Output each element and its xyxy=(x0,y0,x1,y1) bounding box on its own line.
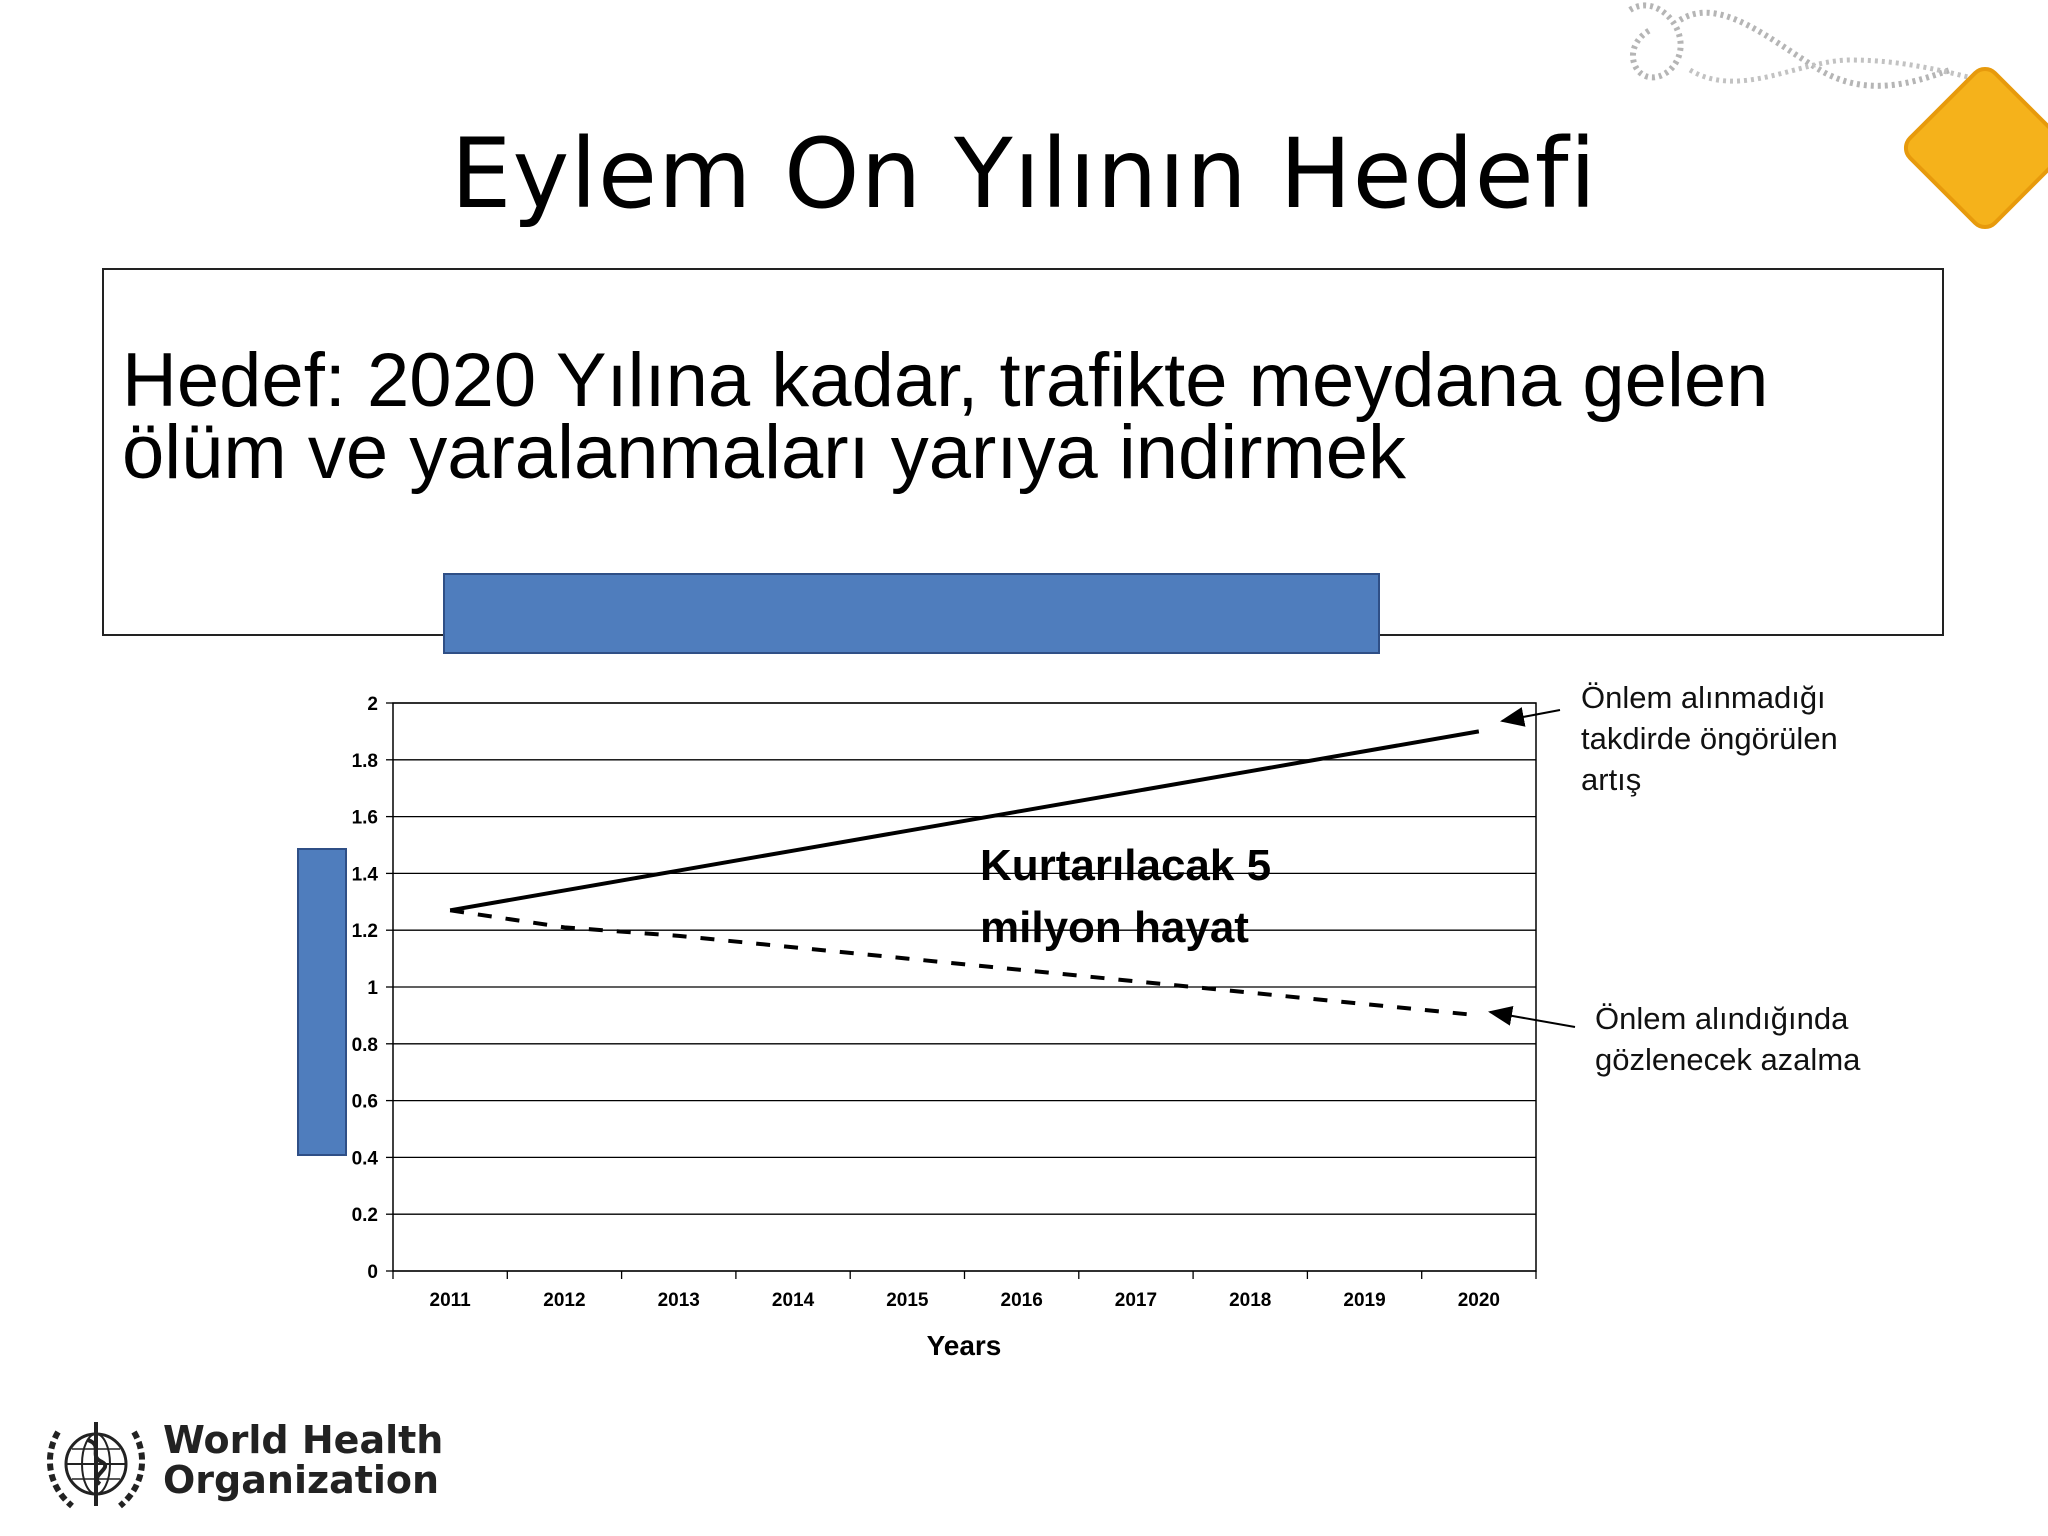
x-tick-label: 2012 xyxy=(543,1290,586,1311)
who-wordmark xyxy=(163,1420,443,1500)
y-tick-label: 0.2 xyxy=(351,1205,378,1227)
lower-annotation-arrow xyxy=(1490,1012,1575,1027)
y-tick-label: 1.8 xyxy=(351,750,378,772)
x-tick-label: 2018 xyxy=(1229,1290,1272,1311)
lower-annotation-line-1: Önlem alındığında xyxy=(1595,1001,1849,1036)
x-tick-label: 2013 xyxy=(657,1290,700,1311)
y-tick-label: 1.4 xyxy=(351,864,378,886)
y-tick-label: 1.2 xyxy=(351,921,378,943)
upper-annotation-line-2: takdirde öngörülen xyxy=(1581,721,1838,756)
x-axis-title: Years xyxy=(926,1330,1002,1361)
y-tick-label: 0.4 xyxy=(351,1148,378,1170)
upper-annotation-arrow xyxy=(1502,710,1560,721)
x-tick-label: 2014 xyxy=(771,1290,815,1311)
y-tick-label: 0.8 xyxy=(351,1034,378,1056)
who-name-line-2: Organization xyxy=(163,1458,440,1502)
y-axis-ticks xyxy=(352,694,393,1283)
goal-line-2: ölüm ve yaralanmaları yarıya indirmek xyxy=(122,410,1407,495)
y-tick-label: 0.6 xyxy=(351,1091,378,1113)
center-annotation-line-2: milyon hayat xyxy=(980,903,1249,952)
x-tick-label: 2015 xyxy=(886,1290,929,1311)
x-tick-label: 2016 xyxy=(1000,1290,1043,1311)
lower-annotation-line-2: gözlenecek azalma xyxy=(1595,1042,1861,1077)
projected-decrease-line xyxy=(450,910,1479,1015)
upper-annotation-line-3: artış xyxy=(1581,762,1642,797)
who-emblem-icon xyxy=(38,1412,156,1516)
goal-line-1: Hedef: 2020 Yılına kadar, trafikte meydana gelen xyxy=(122,338,1769,423)
y-tick-label: 1.6 xyxy=(351,807,378,829)
x-tick-label: 2019 xyxy=(1343,1290,1386,1311)
upper-annotation-line-1: Önlem alınmadığı xyxy=(1581,680,1826,715)
y-tick-label: 1 xyxy=(367,978,378,999)
x-tick-label: 2020 xyxy=(1457,1290,1500,1311)
chart-gridlines xyxy=(393,703,1536,1271)
center-annotation-line-1: Kurtarılacak 5 xyxy=(980,841,1272,890)
x-axis-ticks xyxy=(393,1271,1536,1311)
x-tick-label: 2011 xyxy=(429,1290,471,1311)
x-tick-label: 2017 xyxy=(1114,1290,1158,1311)
decade-of-action-badge-icon xyxy=(1620,0,2048,280)
y-tick-label: 2 xyxy=(367,694,378,715)
who-name-line-1: World Health xyxy=(163,1418,444,1462)
y-tick-label: 0 xyxy=(367,1262,378,1283)
projected-increase-line xyxy=(450,731,1479,910)
slide-title: Eylem On Yılının Hedefi xyxy=(450,118,1598,230)
